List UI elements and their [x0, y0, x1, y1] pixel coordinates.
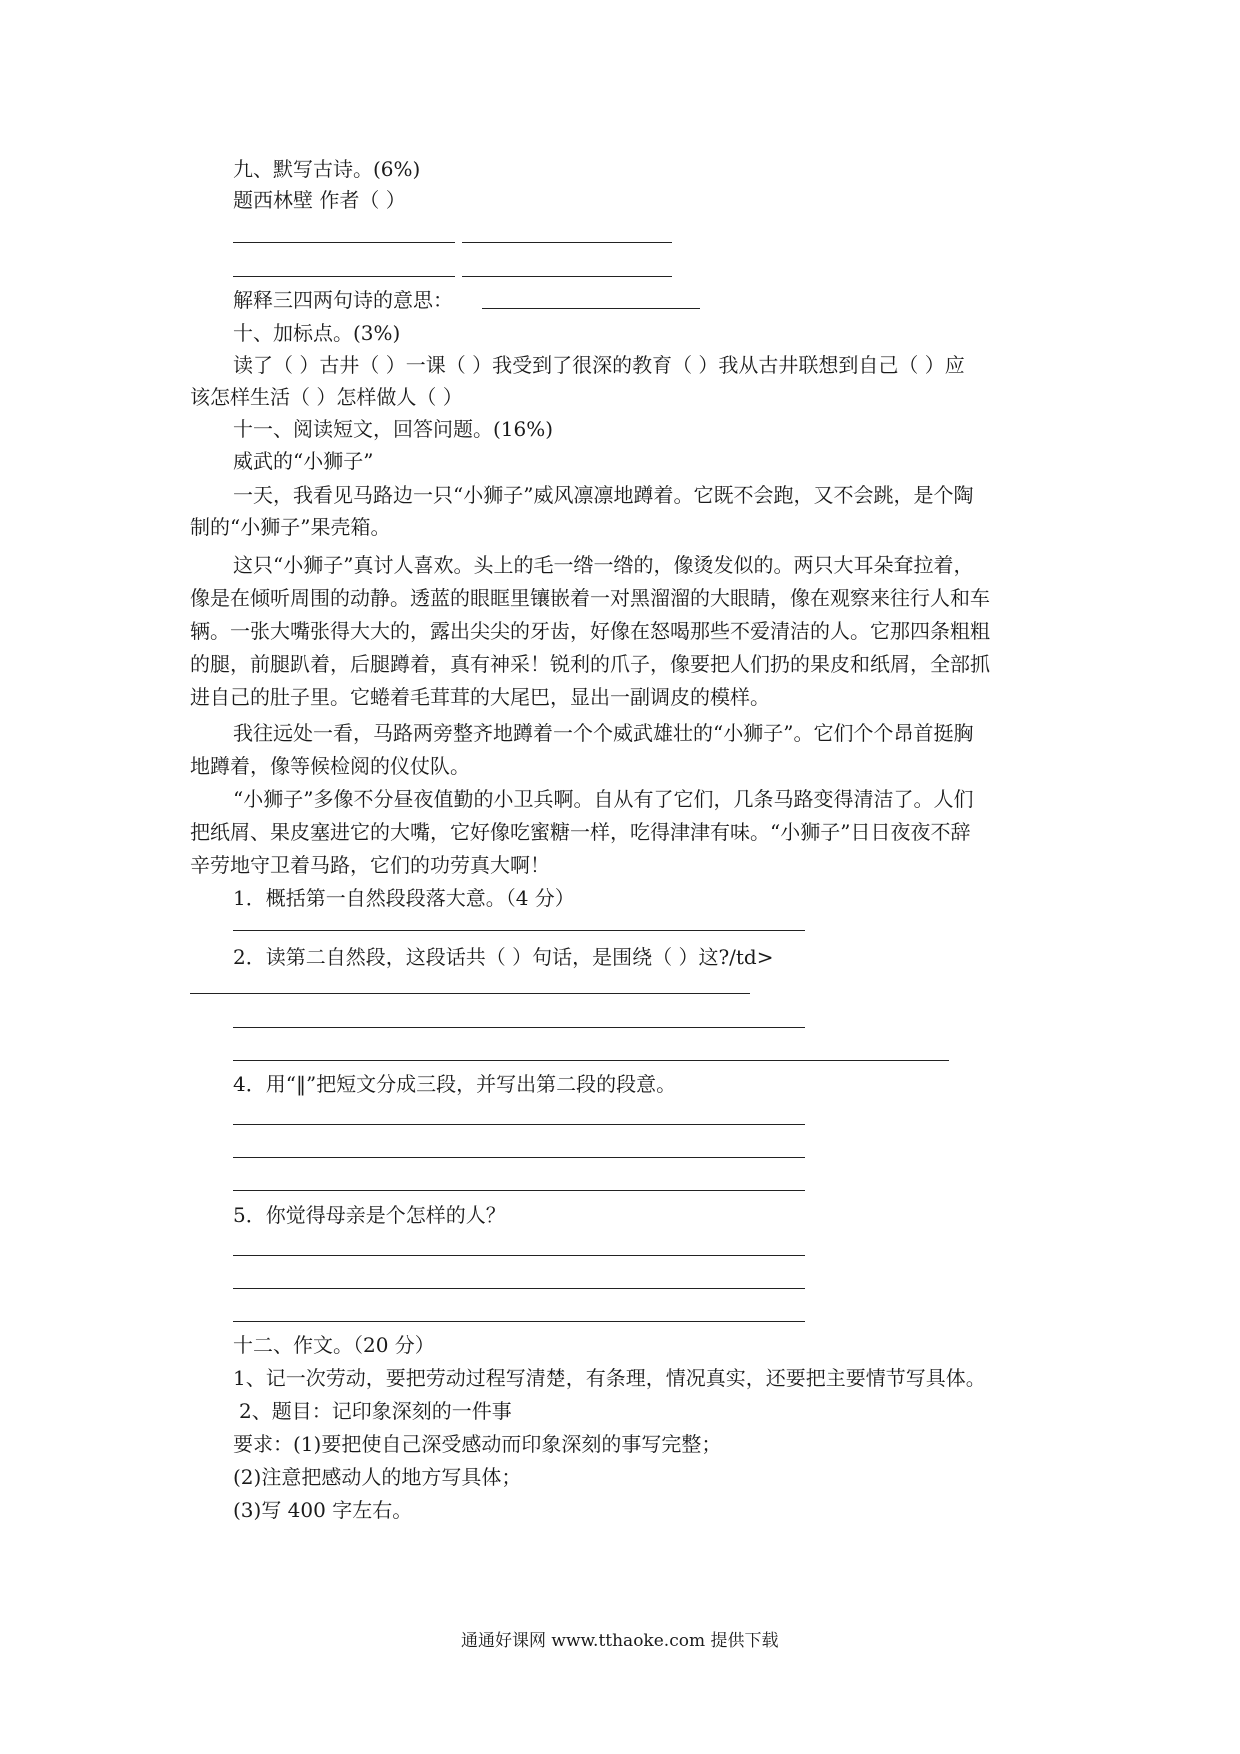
question-5: 5．你觉得母亲是个怎样的人？ [233, 1203, 506, 1227]
q11-heading: 十一、阅读短文，回答问题。(16%) [233, 417, 554, 441]
passage-p4-line1: “小狮子”多像不分昼夜值勤的小卫兵啊。自从有了它们，几条马路变得清洁了。人们 [233, 787, 974, 811]
answer-line-1[interactable] [233, 930, 805, 931]
passage-p3-line1: 我往远处一看，马路两旁整齐地蹲着一个个威武雄壮的“小狮子”。它们个个昂首挺胸 [233, 721, 974, 745]
passage-p2-line4: 的腿，前腿趴着，后腿蹲着，真有神采！锐利的爪子，像要把人们扔的果皮和纸屑，全部抓 [190, 652, 990, 676]
q10-line1: 读了（ ）古井（ ）一课（ ）我受到了很深的教育（ ）我从古井联想到自己（ ）应 [233, 353, 965, 377]
essay-requirement-3: (3)写 400 字左右。 [233, 1498, 413, 1522]
essay-item-2: 2、题目：记印象深刻的一件事 [239, 1399, 512, 1423]
question-2: 2．读第二自然段，这段话共（ ）句话，是围绕（ ）这?/td> [233, 945, 774, 969]
answer-line-4c[interactable] [233, 1190, 805, 1191]
answer-line-2c[interactable] [233, 1060, 949, 1061]
q9-explain: 解释三四两句诗的意思： [233, 288, 453, 312]
answer-line-2a[interactable] [190, 993, 750, 994]
answer-line-4a[interactable] [233, 1124, 805, 1125]
question-1: 1．概括第一自然段段落大意。（4 分） [233, 886, 575, 910]
poem-blank-2a[interactable] [233, 276, 455, 277]
answer-line-5b[interactable] [233, 1288, 805, 1289]
poem-blank-1b[interactable] [462, 242, 672, 243]
q10-heading: 十、加标点。(3%) [233, 321, 401, 345]
essay-requirement-2: (2)注意把感动人的地方写具体； [233, 1465, 522, 1489]
answer-line-2b[interactable] [233, 1027, 805, 1028]
passage-p3-line2: 地蹲着，像等候检阅的仪仗队。 [190, 754, 470, 778]
answer-line-4b[interactable] [233, 1157, 805, 1158]
passage-p1-line1: 一天，我看见马路边一只“小狮子”威风凛凛地蹲着。它既不会跑，又不会跳，是个陶 [233, 483, 974, 507]
passage-p4-line3: 辛劳地守卫着马路，它们的功劳真大啊！ [190, 853, 550, 877]
q12-heading: 十二、作文。（20 分） [233, 1333, 435, 1357]
poem-blank-2b[interactable] [462, 276, 672, 277]
explain-blank[interactable] [482, 308, 700, 309]
essay-item-1: 1、记一次劳动，要把劳动过程写清楚，有条理，情况真实，还要把主要情节写具体。 [233, 1366, 986, 1390]
footer-source: 通通好课网 www.tthaoke.com 提供下载 [461, 1631, 779, 1651]
passage-title: 威武的“小狮子” [233, 449, 374, 473]
question-4: 4．用“‖”把短文分成三段，并写出第二段的段意。 [233, 1072, 677, 1096]
essay-requirement-1: 要求：(1)要把使自己深受感动而印象深刻的事写完整； [233, 1432, 722, 1456]
q10-line2: 该怎样生活（ ）怎样做人（ ） [190, 385, 463, 409]
passage-p1-line2: 制的“小狮子”果壳箱。 [190, 515, 391, 539]
poem-blank-1a[interactable] [233, 242, 455, 243]
q9-heading: 九、默写古诗。(6%) [233, 157, 421, 181]
passage-p2-line3: 辆。一张大嘴张得大大的，露出尖尖的牙齿，好像在怒喝那些不爱清洁的人。它那四条粗粗 [190, 619, 990, 643]
passage-p2-line2: 像是在倾听周围的动静。透蓝的眼眶里镶嵌着一对黑溜溜的大眼睛，像在观察来往行人和车 [190, 586, 990, 610]
passage-p2-line5: 进自己的肚子里。它蜷着毛茸茸的大尾巴，显出一副调皮的模样。 [190, 685, 770, 709]
passage-p4-line2: 把纸屑、果皮塞进它的大嘴，它好像吃蜜糖一样，吃得津津有味。“小狮子”日日夜夜不辞 [190, 820, 971, 844]
q9-poem-line: 题西林壁 作者（ ） [233, 188, 406, 212]
answer-line-5c[interactable] [233, 1321, 805, 1322]
answer-line-5a[interactable] [233, 1255, 805, 1256]
passage-p2-line1: 这只“小狮子”真讨人喜欢。头上的毛一绺一绺的，像烫发似的。两只大耳朵耷拉着， [233, 553, 974, 577]
